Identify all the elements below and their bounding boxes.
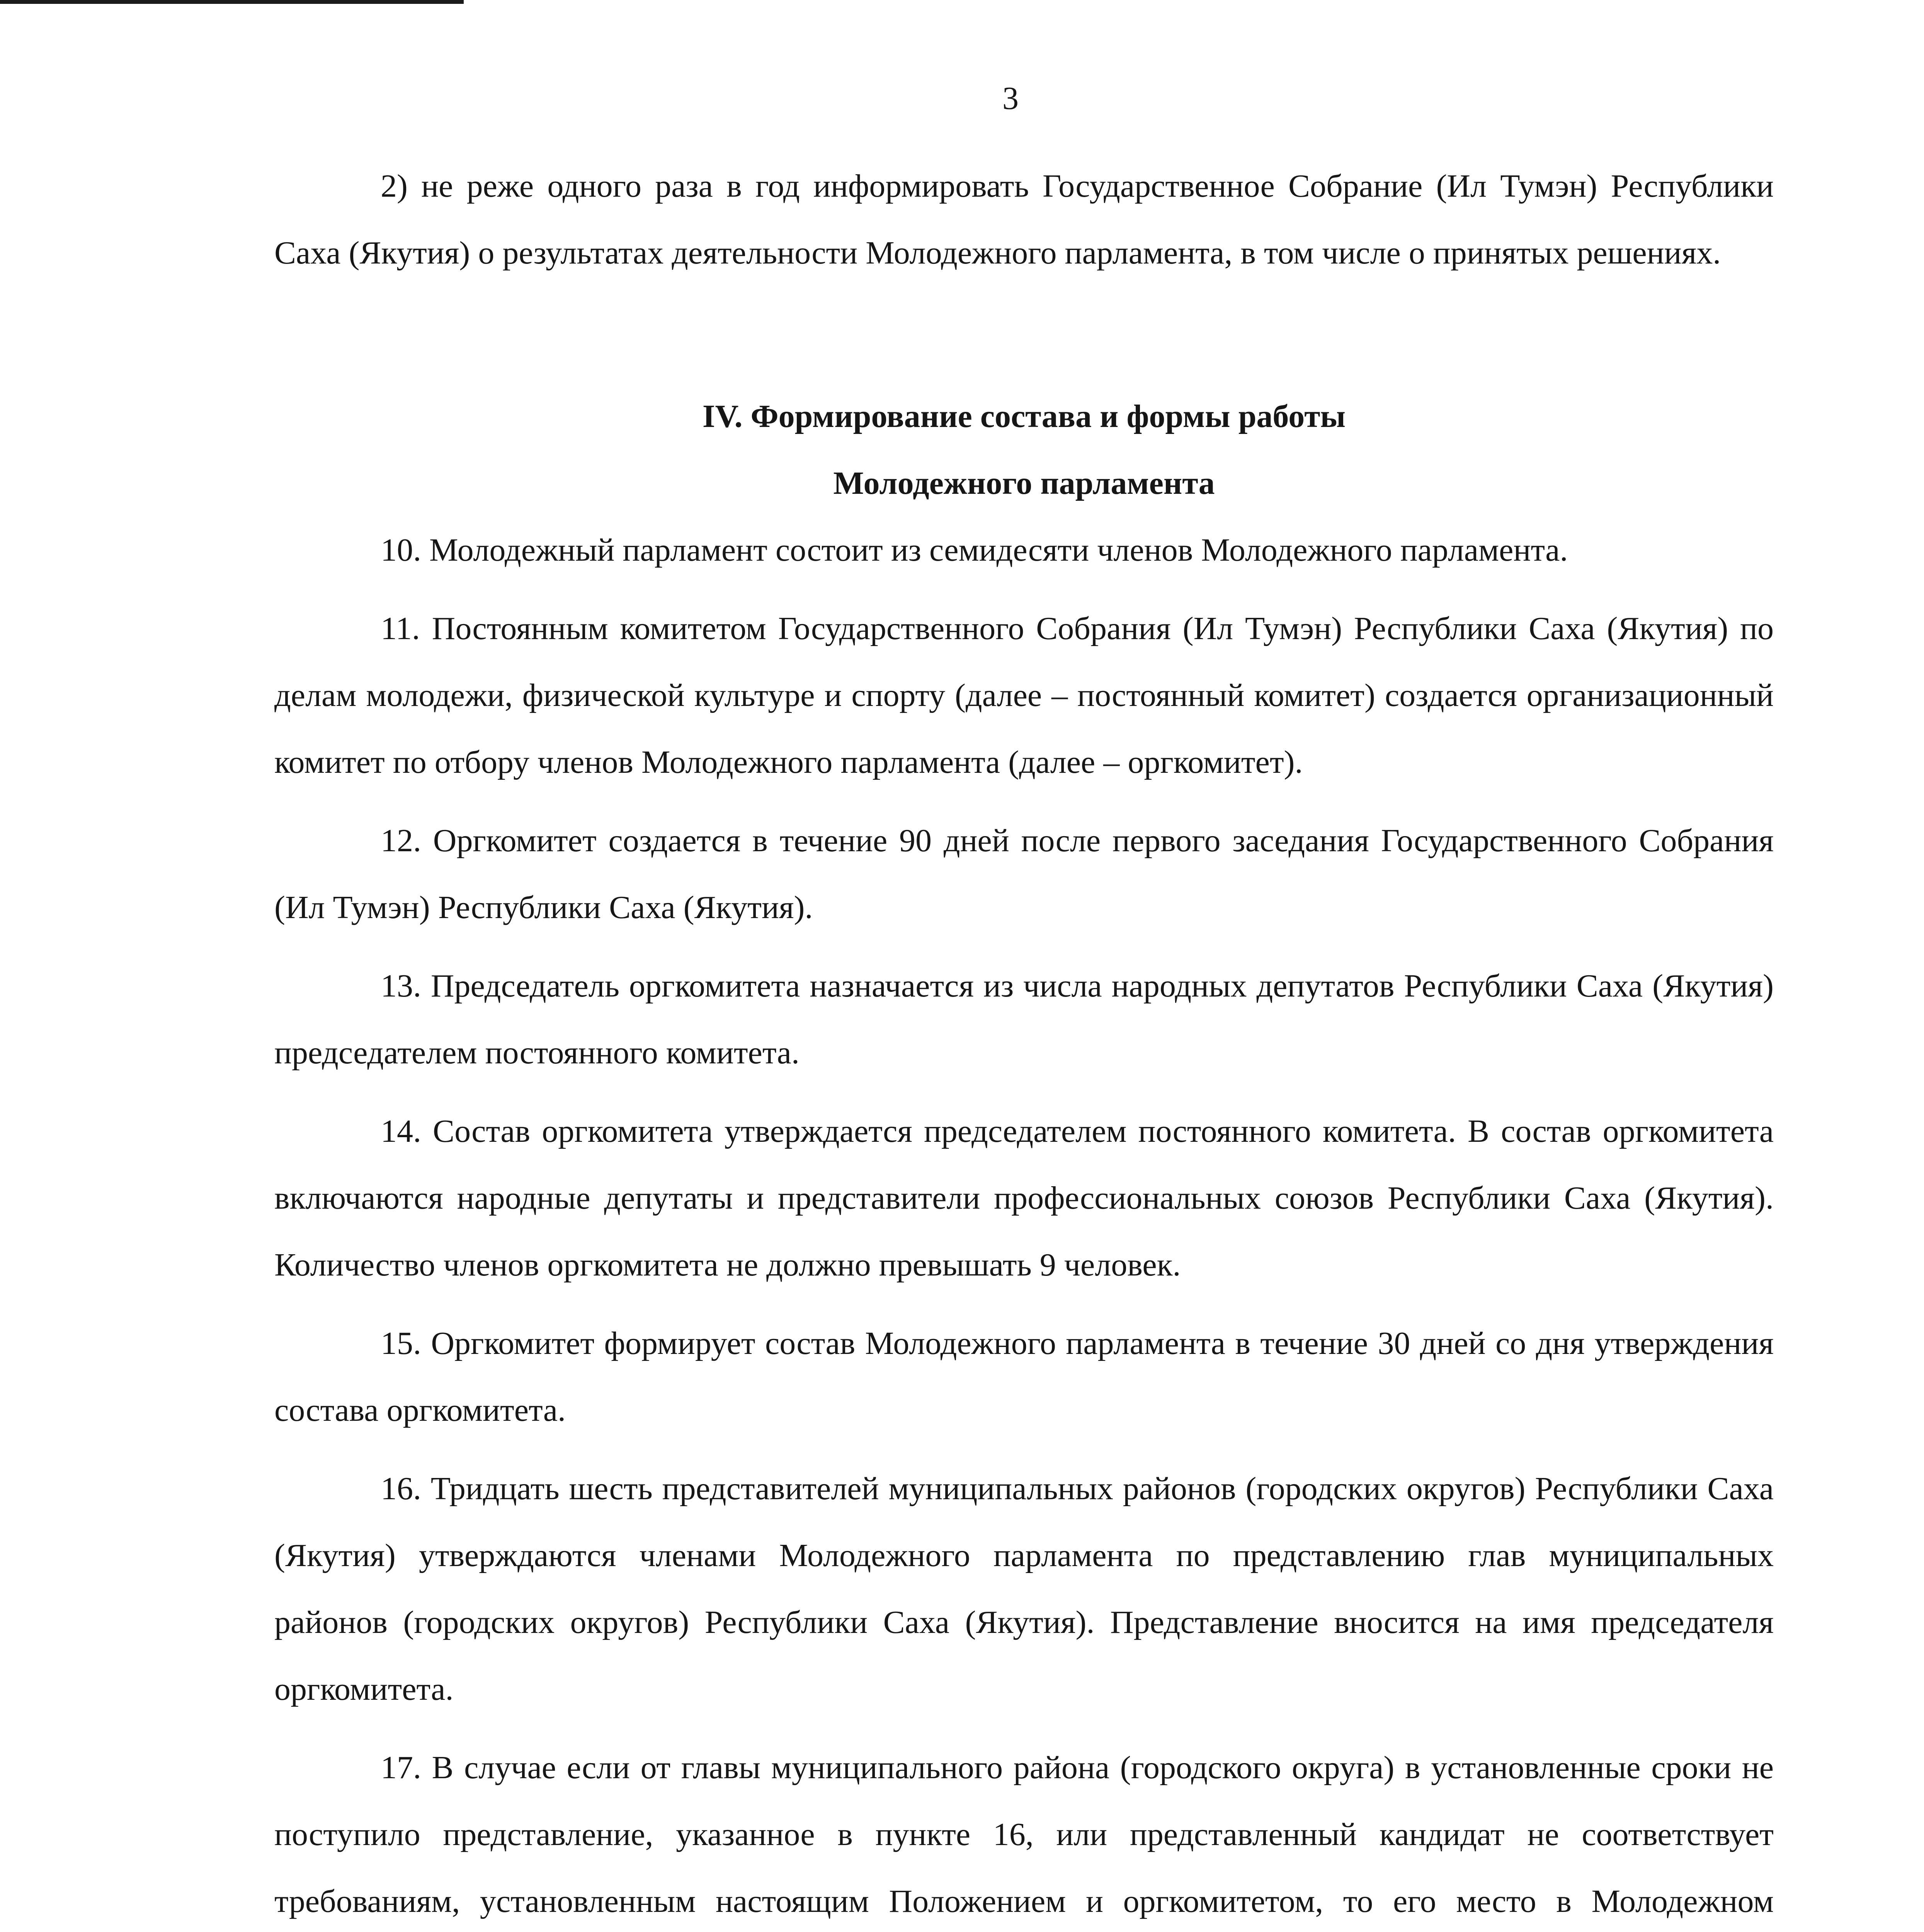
paragraph-item-2: 2) не реже одного раза в год информировать Государственное Собрание (Ил Тумэн) Республики Саха (Якутия) о результатах деятельности Молодежного парламента, в том числе о принятых решениях. bbox=[274, 168, 1774, 271]
paragraph-item-15: 15. Оргкомитет формирует состав Молодежного парламента в течение 30 дней со дня утверждения состава оргкомитета. bbox=[274, 1325, 1774, 1428]
page-number: 3 bbox=[1002, 80, 1019, 116]
paragraph-item-16: 16. Тридцать шесть представителей муниципальных районов (городских округов) Республики Саха (Якутия) утверждаются членами Молодежного парламента по представлению глав муниципальных районов (городских округов) Республики Саха (Якутия). Представление вносится на имя председателя оргкомитета. bbox=[274, 1471, 1774, 1707]
section-heading-line-2: Молодежного парламента bbox=[833, 465, 1215, 501]
section-heading-line-1: IV. Формирование состава и формы работы bbox=[702, 398, 1346, 434]
paragraph-item-11: 11. Постоянным комитетом Государственного Собрания (Ил Тумэн) Республики Саха (Якутия) по делам молодежи, физической культуре и спорту (далее – постоянный комитет) создается организационный комитет по отбору членов Молодежного парламента (далее – оргкомитет). bbox=[274, 611, 1774, 780]
paragraph-item-14: 14. Состав оргкомитета утверждается председателем постоянного комитета. В состав оргкомитета включаются народные депутаты и представители профессиональных союзов Республики Саха (Якутия). Количество членов оргкомитета не должно превышать 9 человек. bbox=[274, 1113, 1774, 1283]
paragraph-item-13: 13. Председатель оргкомитета назначается из числа народных депутатов Республики Саха (Якутия) председателем постоянного комитета. bbox=[274, 968, 1774, 1071]
paragraph-item-17: 17. В случае если от главы муниципального района (городского округа) в установленные сроки не поступило представление, указанное в пункте 16, или представленный кандидат не соответствует требованиям, установленным настоящим Положением и оргкомитетом, то его место в Молодежном bbox=[274, 1750, 1774, 1919]
scan-edge-mark bbox=[0, 0, 464, 4]
paragraph-item-12: 12. Оргкомитет создается в течение 90 дней после первого заседания Государственного Собрания (Ил Тумэн) Республики Саха (Якутия). bbox=[274, 823, 1774, 925]
paragraph-item-10: 10. Молодежный парламент состоит из семидесяти членов Молодежного парламента. bbox=[381, 532, 1568, 568]
document-body bbox=[274, 153, 1774, 1932]
